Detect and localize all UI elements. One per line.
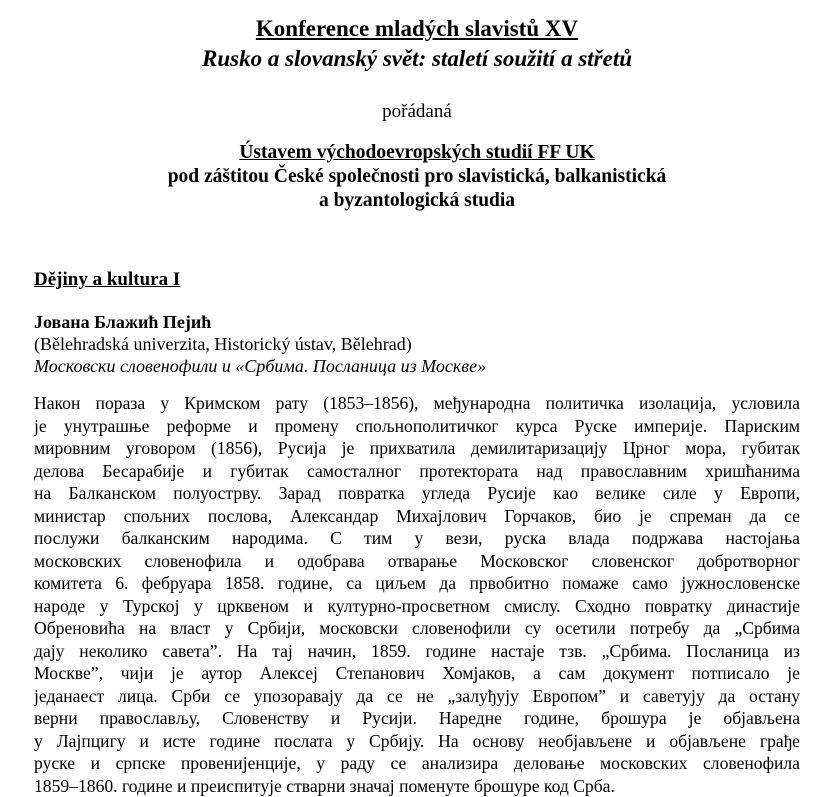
abstract-paragraph: [34, 392, 800, 797]
abstract-line: једанаест лица. Срби се упозоравају да се не „залуђују Европом” и саветују да остану: [34, 685, 800, 708]
section-heading: Dějiny a kultura I: [34, 268, 180, 292]
abstract-line: на Балканском полуострву. Зарад повратка угледа Русије као велике силе у Европи,: [34, 482, 800, 505]
abstract-line: Москве”, чији је аутор Алексеј Степанович Хомјаков, а сам документ потписало је: [34, 662, 800, 685]
conference-subtitle: Rusko a slovanský svět: staletí soužití a střetů: [0, 44, 834, 74]
patronage-line-1: pod záštitou České společnosti pro slavistická, balkanistická: [0, 165, 834, 189]
abstract-line: у Лајпцигу и исте године послата у Србију. На основу необјављене и објављене грађе: [34, 730, 800, 753]
abstract-line: руске и српске провенијенције, у раду се анализира деловање московских словенофила: [34, 752, 800, 775]
patronage-line-2: a byzantologická studia: [0, 189, 834, 213]
abstract-line: министар спољних послова, Александар Михаjлович Горчаков, био је спреман да се: [34, 505, 800, 528]
paper-title: Московски словенофили и «Србима. Посланица из Москве»: [34, 355, 804, 377]
abstract-line: послужи балканским народима. С тим у вези, руска влада подржава настојања: [34, 527, 800, 550]
abstract-line: верни православљу, Словенству и Русији. Наредне године, брошура је објављена: [34, 707, 800, 730]
abstract-line: делова Бесарабије и губитак самосталног протектората над православним хришћанима: [34, 460, 800, 483]
abstract-line: Након пораза у Кримском рату (1853–1856), међународна политичка изолација, условила: [34, 392, 800, 415]
conference-title: Konference mladých slavistů XV: [0, 14, 834, 44]
abstract-line: 1859–1860. године и преиспитује стварни значај поменуте брошуре код Срба.: [34, 775, 800, 797]
author-name: Јована Блажић Пејић: [34, 311, 804, 333]
abstract-line: је унутрашње реформе и промену спољнополитичког курса Руске империје. Париским: [34, 415, 800, 438]
author-affiliation: (Bělehradská univerzita, Historický ústav, Bělehrad): [34, 333, 804, 355]
paper-info: [34, 311, 804, 377]
organizing-institute: Ústavem východoevropských studií FF UK: [0, 141, 834, 165]
conference-header: [0, 14, 834, 213]
abstract-line: народе у Турској у црквеном и културно-просветном смислу. Сходно повратку династије: [34, 595, 800, 618]
abstract-line: комитета 6. фебруара 1858. године, са циљем да првобитно помаже само јужнословенске: [34, 572, 800, 595]
abstract-line: дају неколико савета”. На тај начин, 1859. године настаје тзв. „Србима. Посланица из: [34, 640, 800, 663]
abstract-line: Обреновића на власт у Србији, московски словенофили су осетили потребу да „Србима: [34, 617, 800, 640]
abstract-line: московских словенофила и одобрава отварање Московског словенског добротворног: [34, 550, 800, 573]
abstract-line: мировним уговором (1856), Русија је прихватила демилитаризацију Црног мора, губитак: [34, 437, 800, 460]
organized-by-label: pořádaná: [0, 100, 834, 124]
